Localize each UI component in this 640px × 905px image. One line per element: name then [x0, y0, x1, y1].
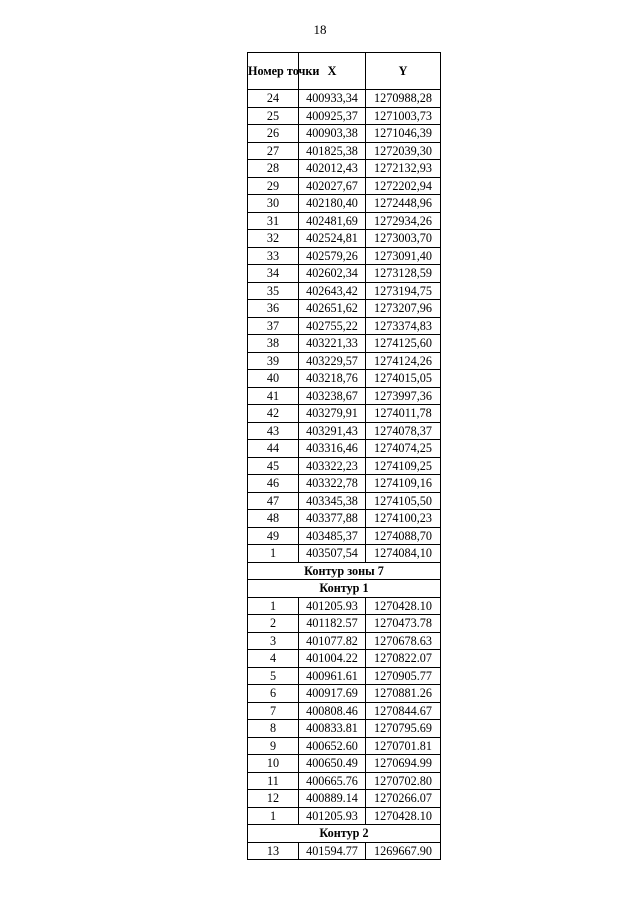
cell-y: 1270822.07 — [366, 650, 441, 668]
cell-x: 402027,67 — [299, 177, 366, 195]
cell-point-number: 45 — [248, 457, 299, 475]
cell-y: 1270473.78 — [366, 615, 441, 633]
table-row — [248, 685, 441, 703]
cell-y: 1270881.26 — [366, 685, 441, 703]
cell-y: 1274084,10 — [366, 545, 441, 563]
table-row — [248, 772, 441, 790]
cell-x: 401594.77 — [299, 842, 366, 860]
table-row — [248, 387, 441, 405]
table-row — [248, 300, 441, 318]
cell-point-number: 42 — [248, 405, 299, 423]
cell-y: 1274105,50 — [366, 492, 441, 510]
cell-y: 1273207,96 — [366, 300, 441, 318]
cell-x: 403218,76 — [299, 370, 366, 388]
cell-point-number: 40 — [248, 370, 299, 388]
cell-y: 1274015,05 — [366, 370, 441, 388]
table-row — [248, 650, 441, 668]
cell-y: 1270266.07 — [366, 790, 441, 808]
cell-x: 402481,69 — [299, 212, 366, 230]
table-row — [248, 457, 441, 475]
cell-y: 1270701.81 — [366, 737, 441, 755]
cell-x: 402579,26 — [299, 247, 366, 265]
cell-point-number: 30 — [248, 195, 299, 213]
cell-x: 403221,33 — [299, 335, 366, 353]
cell-point-number: 47 — [248, 492, 299, 510]
cell-x: 403377,88 — [299, 510, 366, 528]
header-row — [248, 53, 441, 90]
section-row — [248, 562, 441, 580]
cell-y: 1274011,78 — [366, 405, 441, 423]
cell-point-number: 27 — [248, 142, 299, 160]
cell-x: 401077.82 — [299, 632, 366, 650]
cell-point-number: 49 — [248, 527, 299, 545]
cell-point-number: 36 — [248, 300, 299, 318]
cell-y: 1270702.80 — [366, 772, 441, 790]
cell-point-number: 39 — [248, 352, 299, 370]
cell-y: 1273997,36 — [366, 387, 441, 405]
cell-x: 402012,43 — [299, 160, 366, 178]
cell-y: 1274100,23 — [366, 510, 441, 528]
cell-point-number: 1 — [248, 597, 299, 615]
cell-x: 402651,62 — [299, 300, 366, 318]
table-row — [248, 405, 441, 423]
cell-x: 400961.61 — [299, 667, 366, 685]
cell-x: 402524,81 — [299, 230, 366, 248]
cell-point-number: 13 — [248, 842, 299, 860]
cell-y: 1270795.69 — [366, 720, 441, 738]
cell-point-number: 43 — [248, 422, 299, 440]
cell-x: 402602,34 — [299, 265, 366, 283]
table-row — [248, 807, 441, 825]
cell-y: 1273194,75 — [366, 282, 441, 300]
table-row — [248, 422, 441, 440]
cell-y: 1270428.10 — [366, 807, 441, 825]
table-row — [248, 90, 441, 108]
cell-point-number: 48 — [248, 510, 299, 528]
table-row — [248, 335, 441, 353]
cell-x: 403291,43 — [299, 422, 366, 440]
cell-point-number: 37 — [248, 317, 299, 335]
cell-x: 403485,37 — [299, 527, 366, 545]
cell-x: 400933,34 — [299, 90, 366, 108]
table-row — [248, 737, 441, 755]
table-row — [248, 142, 441, 160]
cell-point-number: 8 — [248, 720, 299, 738]
table-row — [248, 615, 441, 633]
cell-y: 1271046,39 — [366, 125, 441, 143]
cell-y: 1273128,59 — [366, 265, 441, 283]
section-row — [248, 580, 441, 598]
cell-point-number: 1 — [248, 545, 299, 563]
table-row — [248, 720, 441, 738]
cell-x: 402755,22 — [299, 317, 366, 335]
cell-x: 402643,42 — [299, 282, 366, 300]
cell-point-number: 6 — [248, 685, 299, 703]
cell-point-number: 28 — [248, 160, 299, 178]
cell-y: 1273003,70 — [366, 230, 441, 248]
table-row — [248, 755, 441, 773]
table-body — [248, 90, 441, 860]
cell-point-number: 12 — [248, 790, 299, 808]
cell-point-number: 46 — [248, 475, 299, 493]
cell-y: 1274074,25 — [366, 440, 441, 458]
cell-x: 403238,67 — [299, 387, 366, 405]
cell-y: 1274109,16 — [366, 475, 441, 493]
cell-x: 401004.22 — [299, 650, 366, 668]
cell-point-number: 4 — [248, 650, 299, 668]
cell-y: 1273091,40 — [366, 247, 441, 265]
cell-point-number: 38 — [248, 335, 299, 353]
section-row — [248, 825, 441, 843]
cell-y: 1272132,93 — [366, 160, 441, 178]
cell-point-number: 9 — [248, 737, 299, 755]
cell-x: 402180,40 — [299, 195, 366, 213]
page-number: 18 — [313, 22, 327, 37]
table-row — [248, 597, 441, 615]
cell-point-number: 1 — [248, 807, 299, 825]
cell-x: 400665.76 — [299, 772, 366, 790]
table-row — [248, 440, 441, 458]
table-row — [248, 265, 441, 283]
cell-y: 1270988,28 — [366, 90, 441, 108]
table-row — [248, 247, 441, 265]
cell-y: 1270694.99 — [366, 755, 441, 773]
table-row — [248, 545, 441, 563]
cell-y: 1270905.77 — [366, 667, 441, 685]
cell-y: 1274109,25 — [366, 457, 441, 475]
section-label: Контур 2 — [248, 825, 441, 843]
header-point-number: Номер точки — [248, 53, 299, 90]
cell-point-number: 3 — [248, 632, 299, 650]
table-row — [248, 177, 441, 195]
table-row — [248, 370, 441, 388]
cell-y: 1272039,30 — [366, 142, 441, 160]
cell-y: 1270844.67 — [366, 702, 441, 720]
table-row — [248, 160, 441, 178]
header-x: X — [299, 53, 366, 90]
cell-x: 400650.49 — [299, 755, 366, 773]
cell-point-number: 24 — [248, 90, 299, 108]
cell-x: 403345,38 — [299, 492, 366, 510]
table-row — [248, 352, 441, 370]
table-row — [248, 282, 441, 300]
cell-x: 400808.46 — [299, 702, 366, 720]
table-row — [248, 790, 441, 808]
table-row — [248, 195, 441, 213]
cell-point-number: 11 — [248, 772, 299, 790]
cell-x: 403229,57 — [299, 352, 366, 370]
section-label: Контур 1 — [248, 580, 441, 598]
table-row — [248, 667, 441, 685]
cell-y: 1272934,26 — [366, 212, 441, 230]
cell-x: 403507,54 — [299, 545, 366, 563]
header-y: Y — [366, 53, 441, 90]
cell-point-number: 31 — [248, 212, 299, 230]
table-row — [248, 107, 441, 125]
table-row — [248, 632, 441, 650]
cell-x: 400652.60 — [299, 737, 366, 755]
cell-point-number: 29 — [248, 177, 299, 195]
cell-y: 1274088,70 — [366, 527, 441, 545]
cell-point-number: 33 — [248, 247, 299, 265]
cell-y: 1272448,96 — [366, 195, 441, 213]
table-row — [248, 317, 441, 335]
cell-x: 400903,38 — [299, 125, 366, 143]
cell-point-number: 44 — [248, 440, 299, 458]
cell-point-number: 25 — [248, 107, 299, 125]
cell-x: 403279,91 — [299, 405, 366, 423]
cell-x: 403322,23 — [299, 457, 366, 475]
cell-x: 401205.93 — [299, 807, 366, 825]
cell-y: 1274124,26 — [366, 352, 441, 370]
cell-point-number: 2 — [248, 615, 299, 633]
table-row — [248, 842, 441, 860]
table-header — [248, 53, 441, 90]
cell-x: 403322,78 — [299, 475, 366, 493]
cell-y: 1274125,60 — [366, 335, 441, 353]
cell-point-number: 32 — [248, 230, 299, 248]
cell-point-number: 26 — [248, 125, 299, 143]
table-row — [248, 212, 441, 230]
table-row — [248, 230, 441, 248]
cell-x: 400917.69 — [299, 685, 366, 703]
coordinates-table — [247, 52, 441, 860]
cell-x: 400889.14 — [299, 790, 366, 808]
cell-y: 1270428.10 — [366, 597, 441, 615]
cell-y: 1272202,94 — [366, 177, 441, 195]
table-row — [248, 125, 441, 143]
cell-y: 1274078,37 — [366, 422, 441, 440]
section-label: Контур зоны 7 — [248, 562, 441, 580]
cell-x: 400833.81 — [299, 720, 366, 738]
cell-x: 401825,38 — [299, 142, 366, 160]
cell-y: 1269667.90 — [366, 842, 441, 860]
table-row — [248, 527, 441, 545]
cell-point-number: 5 — [248, 667, 299, 685]
cell-y: 1270678.63 — [366, 632, 441, 650]
cell-point-number: 10 — [248, 755, 299, 773]
table-row — [248, 475, 441, 493]
cell-x: 401182.57 — [299, 615, 366, 633]
table-row — [248, 510, 441, 528]
cell-y: 1273374,83 — [366, 317, 441, 335]
cell-point-number: 7 — [248, 702, 299, 720]
cell-y: 1271003,73 — [366, 107, 441, 125]
table-row — [248, 702, 441, 720]
cell-point-number: 41 — [248, 387, 299, 405]
cell-point-number: 35 — [248, 282, 299, 300]
cell-x: 403316,46 — [299, 440, 366, 458]
cell-point-number: 34 — [248, 265, 299, 283]
cell-x: 400925,37 — [299, 107, 366, 125]
cell-x: 401205.93 — [299, 597, 366, 615]
table-row — [248, 492, 441, 510]
